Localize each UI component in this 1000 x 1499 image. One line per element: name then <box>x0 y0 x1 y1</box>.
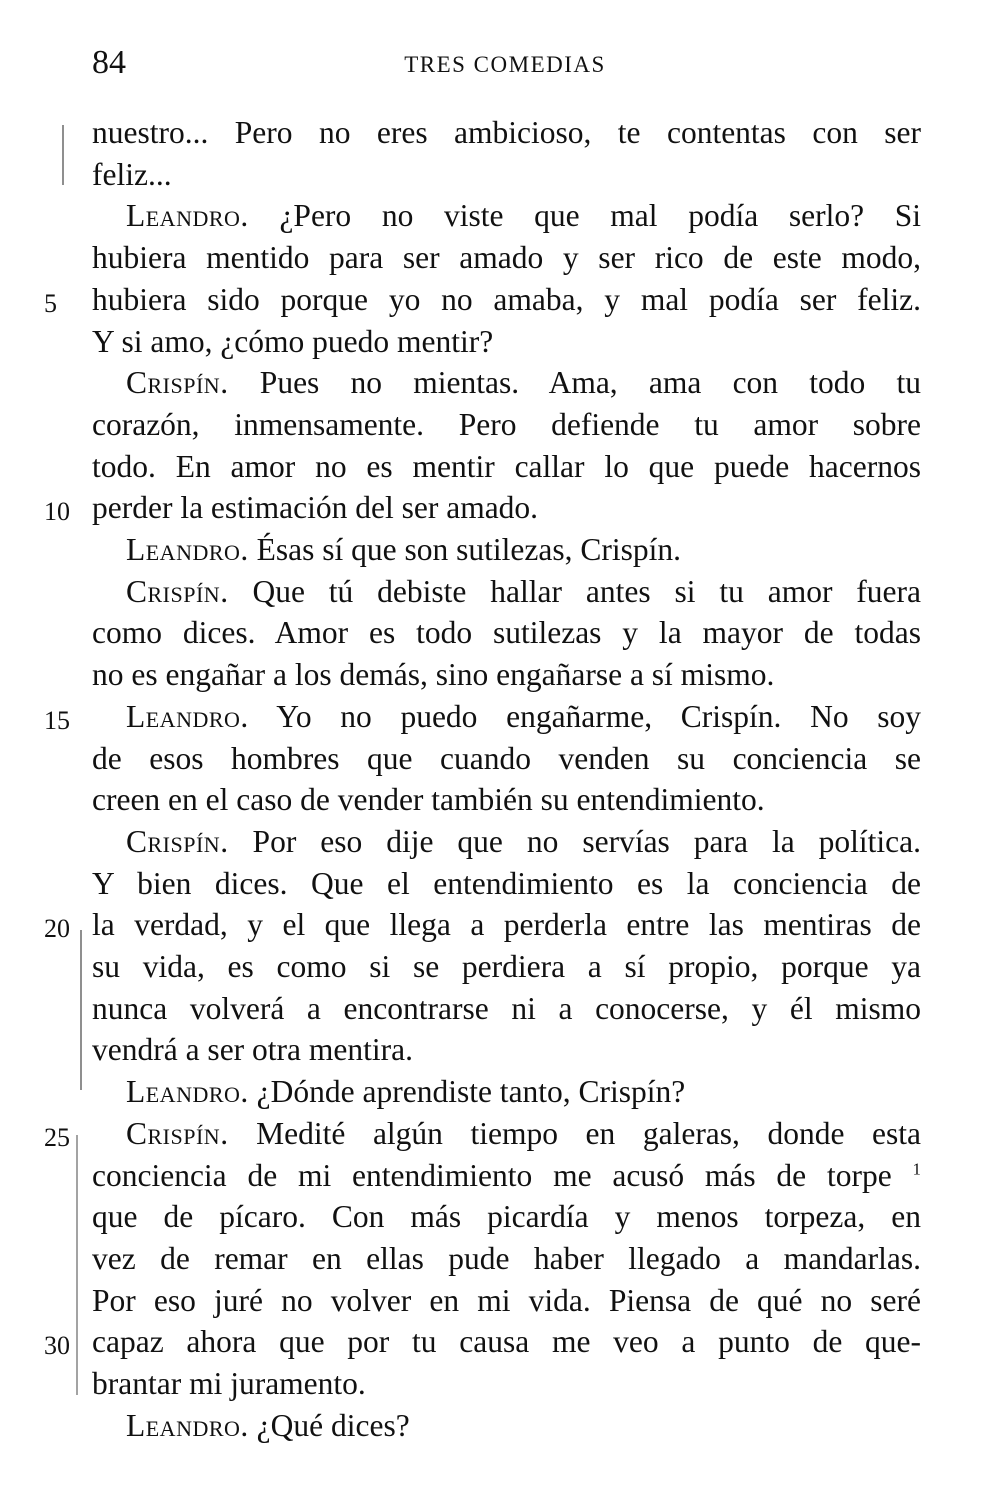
line-text: su vida, es como si se perdiera a sí propio, porque ya <box>92 949 921 984</box>
line-text: Pues no mientas. Ama, ama con todo tu <box>259 365 921 401</box>
text-line <box>92 1363 921 1405</box>
line-text: Ésas sí que son sutilezas, Crispín. <box>256 532 681 567</box>
line-number: 10 <box>44 497 70 527</box>
line-text: Que tú debiste hallar antes si tu amor fuera <box>252 573 921 609</box>
text-line <box>92 738 921 780</box>
speech-line <box>92 1071 921 1113</box>
line-number: 5 <box>44 288 57 318</box>
text-line <box>92 1029 921 1071</box>
text-line <box>92 654 921 696</box>
line-text: nunca volverá a encontrarse ni a conocerse, y él mismo <box>92 990 921 1026</box>
line-text: conciencia de mi entendimiento me acusó más de torpe <box>92 1157 892 1193</box>
line-text: todo. En amor no es mentir callar lo que puede hacernos <box>92 448 921 484</box>
running-title: TRES COMEDIAS <box>404 52 606 77</box>
text-line <box>92 904 921 946</box>
line-number: 25 <box>44 1122 70 1152</box>
text-line <box>92 1321 921 1363</box>
line-text: Y si amo, ¿cómo puedo mentir? <box>92 323 494 359</box>
line-text: hubiera mentido para ser amado y ser rico de este modo, <box>92 240 921 276</box>
line-number: 30 <box>44 1331 70 1361</box>
speaker-name: Crispín. <box>126 573 229 609</box>
line-text: como dices. Amor es todo sutilezas y la mayor de todas <box>92 615 921 651</box>
line-text: la verdad, y el que llega a perderla entre las mentiras de <box>92 907 921 943</box>
line-text: de esos hombres que cuando venden su conciencia se <box>92 740 921 776</box>
speaker-name: Leandro. <box>126 698 249 734</box>
text-line <box>92 112 921 154</box>
line-text: vez de remar en ellas pude haber llegado a mandarlas. <box>92 1240 921 1276</box>
line-text: hubiera sido porque yo no amaba, y mal podía ser feliz. <box>92 281 921 317</box>
line-text: no es engañar a los demás, sino engañarse a sí mismo. <box>92 657 775 693</box>
text-line <box>92 779 921 821</box>
line-text: ¿Pero no viste que mal podía serlo? Si <box>279 198 921 234</box>
speech-line <box>92 195 921 237</box>
speaker-name: Leandro. <box>126 198 249 234</box>
speaker-name: Leandro. <box>126 1407 249 1443</box>
line-text: perder la estimación del ser amado. <box>92 490 539 526</box>
line-text: creen en el caso de vender también su entendimiento. <box>92 782 765 818</box>
text-line <box>92 1280 921 1322</box>
line-text: brantar mi juramento. <box>92 1366 366 1401</box>
speaker-name: Crispín. <box>126 365 229 401</box>
speech-line <box>92 696 921 738</box>
line-text: Medité algún tiempo en galeras, donde esta <box>256 1115 922 1151</box>
line-number: 15 <box>44 705 70 735</box>
text-line <box>92 154 921 196</box>
text-line <box>92 404 921 446</box>
line-text: corazón, inmensamente. Pero defiende tu amor sobre <box>92 406 921 442</box>
text-line <box>92 446 921 488</box>
line-text: feliz... <box>92 156 172 192</box>
margin-pencil-mark <box>62 125 64 185</box>
speech-line <box>92 1405 921 1447</box>
line-text: Yo no puedo engañarme, Crispín. No soy <box>276 698 921 734</box>
text-line <box>92 946 921 988</box>
line-text: Por eso dije que no servías para la política. <box>252 823 921 859</box>
text-line <box>92 1238 921 1280</box>
text-line <box>92 279 921 321</box>
text-line <box>92 487 921 529</box>
page-number: 84 <box>92 44 126 81</box>
line-text: nuestro... Pero no eres ambicioso, te contentas con ser <box>92 115 921 150</box>
speech-line <box>92 821 921 863</box>
speech-line <box>92 362 921 404</box>
text-line <box>92 863 921 905</box>
footnote-marker: 1 <box>912 1159 922 1178</box>
text-line <box>92 321 921 363</box>
speech-line <box>92 1113 921 1155</box>
text-line <box>92 612 921 654</box>
line-text: Y bien dices. Que el entendimiento es la conciencia de <box>92 865 921 901</box>
speaker-name: Leandro. <box>126 1074 249 1110</box>
line-text: Por eso juré no volver en mi vida. Piensa de qué no seré <box>92 1282 921 1318</box>
text-line <box>92 988 921 1030</box>
margin-pencil-mark <box>76 1135 78 1395</box>
speech-line <box>92 571 921 613</box>
speaker-name: Crispín. <box>126 823 229 859</box>
text-line <box>92 1196 921 1238</box>
line-text: ¿Qué dices? <box>256 1407 410 1443</box>
speaker-name: Leandro. <box>126 532 249 567</box>
text-line <box>92 1155 921 1197</box>
line-text: capaz ahora que por tu causa me veo a punto de que- <box>92 1324 921 1360</box>
text-line <box>92 237 921 279</box>
page-header <box>90 44 920 88</box>
line-text: ¿Dónde aprendiste tanto, Crispín? <box>256 1074 686 1110</box>
line-text: vendrá a ser otra mentira. <box>92 1032 413 1068</box>
line-text: que de pícaro. Con más picardía y menos torpeza, en <box>92 1199 921 1235</box>
speaker-name: Crispín. <box>126 1115 229 1151</box>
line-number: 20 <box>44 914 70 944</box>
speech-line <box>92 529 921 571</box>
margin-pencil-mark <box>80 930 82 1090</box>
